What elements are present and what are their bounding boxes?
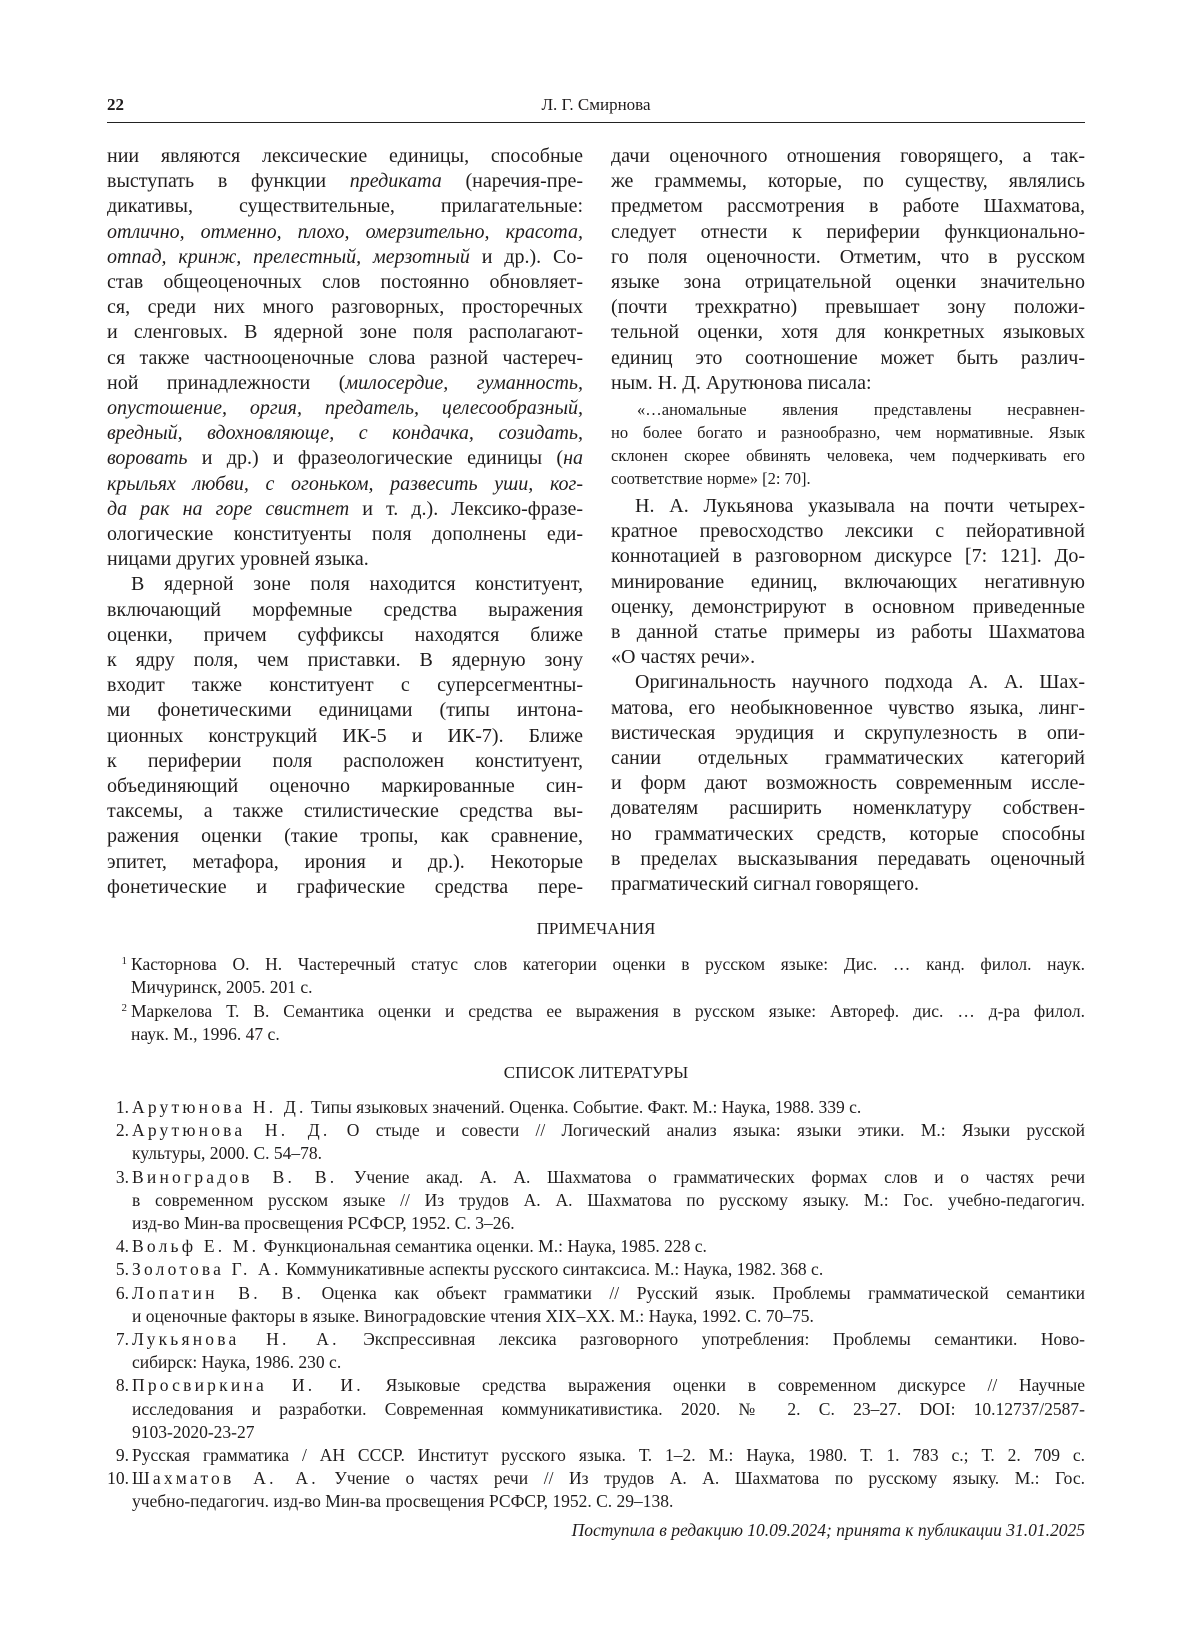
item-text — [131, 1000, 1085, 1047]
text-line: оценки, причем суффиксы находятся ближе — [107, 623, 583, 648]
references-list — [107, 1096, 1085, 1514]
text-line — [107, 421, 583, 446]
text-line: эпитет, метафора, ирония и др.). Некоторые — [107, 850, 583, 875]
text-line: Русская грамматика / АН СССР. Институт русского языка. Т. 1–2. М.: Наука, 1980. Т. 1. 783 с.; Т. 2. 709 с. — [132, 1444, 1085, 1467]
italic-text: опустошение, оргия, предатель, целесообразный, — [107, 397, 583, 419]
text-line — [107, 371, 583, 396]
spaced-author-name: Просвиркина И. И. — [132, 1375, 364, 1395]
item-text — [131, 953, 1085, 1000]
references-heading: СПИСОК ЛИТЕРАТУРЫ — [107, 1062, 1085, 1084]
paragraph — [611, 144, 1085, 396]
text-line: «…аномальные явления представлены несравнен- — [611, 398, 1085, 421]
text-line: Оригинальность научного подхода А. А. Шах- — [611, 670, 1085, 695]
right-column — [611, 144, 1085, 897]
italic-text: милосердие, гуманность, — [345, 372, 583, 394]
text-line: (почти трехкратно) превышает зону положи- — [611, 295, 1085, 320]
italic-text: на — [563, 447, 583, 469]
text-line — [132, 1282, 1085, 1305]
item-text — [132, 1374, 1085, 1444]
text-line: и сленговых. В ядерной зоне поля располагают- — [107, 320, 583, 345]
italic-text: да рак на горе свистнет — [107, 498, 349, 520]
reference-item — [107, 1467, 1085, 1513]
paragraph — [611, 494, 1085, 670]
text-line: ницами других уровней языка. — [107, 547, 583, 572]
text-line: объединяющий оценочно маркированные син- — [107, 774, 583, 799]
text-line: прагматический сигнал говорящего. — [611, 872, 1085, 897]
paragraph — [107, 572, 583, 900]
text-line — [132, 1374, 1085, 1397]
text-line: изд-во Мин-ва просвещения РСФСР, 1952. С. 3–26. — [132, 1212, 1085, 1235]
text-line: В ядерной зоне поля находится конституент, — [107, 572, 583, 597]
text-line: культуры, 2000. С. 54–78. — [132, 1142, 1085, 1165]
text-line: в данной статье примеры из работы Шахматова — [611, 620, 1085, 645]
header-rule — [107, 122, 1085, 123]
item-text — [132, 1166, 1085, 1236]
spaced-author-name: Шахматов А. А. — [132, 1468, 319, 1488]
item-number: 9. — [107, 1444, 132, 1467]
block-quote — [611, 398, 1085, 490]
italic-text: отлично, отменно, плохо, омерзительно, красота, — [107, 221, 583, 243]
text-line: дачи оценочного отношения говорящего, а так- — [611, 144, 1085, 169]
text-segment: выступать в функции — [107, 170, 350, 192]
text-line: ся, среди них много разговорных, просторечных — [107, 295, 583, 320]
text-line: фонетические и графические средства пере- — [107, 875, 583, 900]
text-line — [107, 245, 583, 270]
text-line: и форм дают возможность современным иссле- — [611, 771, 1085, 796]
item-number: 3. — [107, 1166, 132, 1236]
reference-item — [107, 1166, 1085, 1236]
received-dates: Поступила в редакцию 10.09.2024; принята к публикации 31.01.2025 — [572, 1519, 1085, 1541]
text-line: же граммемы, которые, по существу, являлись — [611, 169, 1085, 194]
spaced-author-name: Арутюнова Н. Д. — [132, 1120, 330, 1140]
item-text — [132, 1328, 1085, 1374]
text-line: ологические конституенты поля дополнены еди- — [107, 522, 583, 547]
text-line: коннотацией в разговорном дискурсе [7: 121]. До- — [611, 544, 1085, 569]
text-line: ным. Н. Д. Арутюнова писала: — [611, 371, 1085, 396]
text-line: Н. А. Лукьянова указывала на почти четырех- — [611, 494, 1085, 519]
paragraph — [611, 670, 1085, 897]
text-line: предметом рассмотрения в работе Шахматова, — [611, 194, 1085, 219]
text-line — [132, 1235, 1085, 1258]
item-number: 7. — [107, 1328, 132, 1374]
text-line: языке зона отрицательной оценки значительно — [611, 270, 1085, 295]
item-text — [132, 1096, 1085, 1119]
reference-item — [107, 1258, 1085, 1281]
item-text — [132, 1467, 1085, 1513]
item-text — [132, 1119, 1085, 1165]
item-text — [132, 1282, 1085, 1328]
text-segment: Экспрессивная лексика разговорного употребления: Проблемы семантики. Ново- — [340, 1329, 1085, 1349]
text-line: дователям расширить номенклатуру собствен- — [611, 796, 1085, 821]
text-segment: ной принадлежности ( — [107, 372, 345, 394]
text-line: матова, его необыкновенное чувство языка, линг- — [611, 696, 1085, 721]
text-line: вистическая эрудиция и скрупулезность в опи- — [611, 721, 1085, 746]
italic-text: вредный, вдохновляюще, с кондачка, созидать, — [107, 422, 583, 444]
item-text — [132, 1235, 1085, 1258]
text-line: ционных конструкций ИК-5 и ИК-7). Ближе — [107, 724, 583, 749]
item-number: 8. — [107, 1374, 132, 1444]
left-column — [107, 144, 583, 900]
spaced-author-name: Арутюнова Н. Д. — [132, 1097, 307, 1117]
text-line — [107, 220, 583, 245]
notes-list — [107, 953, 1085, 1046]
text-line — [132, 1119, 1085, 1142]
text-line: ражения оценки (такие тропы, как сравнение, — [107, 824, 583, 849]
text-segment: и т. д.). Лексико-фразе- — [349, 498, 583, 520]
reference-item — [107, 1328, 1085, 1374]
text-segment: и др.). Со- — [470, 246, 583, 268]
text-line — [132, 1467, 1085, 1490]
note-item — [107, 953, 1085, 1000]
text-line: го поля оценочности. Отметим, что в русском — [611, 245, 1085, 270]
text-line: оценку, демонстрируют в основном приведенные — [611, 595, 1085, 620]
notes-heading: ПРИМЕЧАНИЯ — [107, 918, 1085, 940]
text-line: таксемы, а также стилистические средства вы- — [107, 799, 583, 824]
text-line — [107, 472, 583, 497]
text-segment: Функциональная семантика оценки. М.: Наука, 1985. 228 с. — [259, 1236, 707, 1256]
text-line: сании отдельных грамматических категорий — [611, 746, 1085, 771]
text-line: склонен скорее обвинять человека, чем подчеркивать его — [611, 444, 1085, 467]
text-line — [107, 169, 583, 194]
text-line: входит также конституент с суперсегментны- — [107, 673, 583, 698]
text-line — [132, 1096, 1085, 1119]
text-line: став общеоценочных слов постоянно обновляет- — [107, 270, 583, 295]
text-segment: Коммуникативные аспекты русского синтаксиса. М.: Наука, 1982. 368 с. — [282, 1259, 824, 1279]
text-line — [132, 1258, 1085, 1281]
running-head-author: Л. Г. Смирнова — [107, 94, 1085, 116]
text-line — [107, 497, 583, 522]
text-line: соответствие норме» [2: 70]. — [611, 467, 1085, 490]
text-line — [107, 446, 583, 471]
text-line: «О частях речи». — [611, 645, 1085, 670]
item-number: 1. — [107, 1096, 132, 1119]
text-line: единиц это соотношение может быть различ- — [611, 346, 1085, 371]
item-number: 10. — [107, 1467, 132, 1513]
text-line — [107, 396, 583, 421]
text-line: следует отнести к периферии функционально- — [611, 220, 1085, 245]
item-number: 2 — [107, 1000, 131, 1047]
text-line: Мичуринск, 2005. 201 с. — [131, 976, 1085, 999]
item-number: 1 — [107, 953, 131, 1000]
text-line: нии являются лексические единицы, способные — [107, 144, 583, 169]
spaced-author-name: Виноградов В. В. — [132, 1167, 337, 1187]
page-number: 22 — [107, 94, 124, 116]
text-line: ся также частнооценочные слова разной частереч- — [107, 346, 583, 371]
reference-item — [107, 1374, 1085, 1444]
text-line: Касторнова О. Н. Частеречный статус слов категории оценки в русском языке: Дис. … канд. филол. наук. — [131, 953, 1085, 976]
italic-text: крыльях любви, с огоньком, развесить уши, ког- — [107, 473, 583, 495]
text-line: тельной оценки, хотя для конкретных языковых — [611, 320, 1085, 345]
text-line: и оценочные факторы в языке. Виноградовские чтения XIX–XX. М.: Наука, 1992. С. 70–75. — [132, 1305, 1085, 1328]
reference-item — [107, 1119, 1085, 1165]
text-segment: Языковые средства выражения оценки в современном дискурсе // Научные — [364, 1375, 1085, 1395]
spaced-author-name: Вольф Е. М. — [132, 1236, 259, 1256]
text-line: к ядру поля, чем приставки. В ядерную зону — [107, 648, 583, 673]
italic-text: воровать — [107, 447, 188, 469]
text-segment: Типы языковых значений. Оценка. Событие. Факт. М.: Наука, 1988. 339 с. — [307, 1097, 862, 1117]
text-line: кратное превосходство лексики с пейоративной — [611, 519, 1085, 544]
italic-text: предиката — [350, 170, 442, 192]
paragraph — [107, 144, 583, 572]
text-line: включающий морфемные средства выражения — [107, 598, 583, 623]
italic-text: отпад, кринж, прелестный, мерзотный — [107, 246, 470, 268]
text-segment: О стыде и совести // Логический анализ языка: языки этики. М.: Языки русской — [330, 1120, 1085, 1140]
text-line: исследования и разработки. Современная коммуникативистика. 2020. № 2. С. 23–27. DOI: 10.12737/2587- — [132, 1398, 1085, 1421]
note-item — [107, 1000, 1085, 1047]
spaced-author-name: Лопатин В. В. — [132, 1283, 304, 1303]
text-line: в современном русском языке // Из трудов А. А. Шахматова по русскому языку. М.: Гос. учебно-педагогич. — [132, 1189, 1085, 1212]
text-line: учебно-педагогич. изд-во Мин-ва просвещения РСФСР, 1952. С. 29–138. — [132, 1490, 1085, 1513]
text-segment: (наречия-пре- — [442, 170, 583, 192]
reference-item — [107, 1235, 1085, 1258]
text-line: но более богато и разнообразно, чем нормативные. Язык — [611, 421, 1085, 444]
item-number: 2. — [107, 1119, 132, 1165]
item-text — [132, 1444, 1085, 1467]
item-text — [132, 1258, 1085, 1281]
text-line: в пределах высказывания передавать оценочный — [611, 847, 1085, 872]
text-line — [132, 1166, 1085, 1189]
spaced-author-name: Золотова Г. А. — [132, 1259, 282, 1279]
text-segment: Учение о частях речи // Из трудов А. А. Шахматова по русскому языку. М.: Гос. — [319, 1468, 1085, 1488]
text-line: к периферии поля расположен конституент, — [107, 749, 583, 774]
item-number: 6. — [107, 1282, 132, 1328]
text-line: наук. М., 1996. 47 с. — [131, 1023, 1085, 1046]
text-line: ми фонетическими единицами (типы интона- — [107, 698, 583, 723]
reference-item — [107, 1096, 1085, 1119]
text-line: минирование единиц, включающих негативную — [611, 570, 1085, 595]
reference-item — [107, 1282, 1085, 1328]
text-line — [132, 1328, 1085, 1351]
text-segment: Учение акад. А. А. Шахматова о грамматических формах слов и о частях речи — [337, 1167, 1085, 1187]
text-line: 9103-2020-23-27 — [132, 1421, 1085, 1444]
text-line: Маркелова Т. В. Семантика оценки и средства ее выражения в русском языке: Автореф. дис. … д-ра филол. — [131, 1000, 1085, 1023]
item-number: 4. — [107, 1235, 132, 1258]
text-line: сибирск: Наука, 1986. 230 с. — [132, 1351, 1085, 1374]
reference-item — [107, 1444, 1085, 1467]
text-line: дикативы, существительные, прилагательные: — [107, 194, 583, 219]
spaced-author-name: Лукьянова Н. А. — [132, 1329, 340, 1349]
text-segment: и др.) и фразеологические единицы ( — [188, 447, 564, 469]
text-line: но грамматических средств, которые способны — [611, 822, 1085, 847]
text-segment: Оценка как объект грамматики // Русский язык. Проблемы грамматической семантики — [304, 1283, 1085, 1303]
item-number: 5. — [107, 1258, 132, 1281]
